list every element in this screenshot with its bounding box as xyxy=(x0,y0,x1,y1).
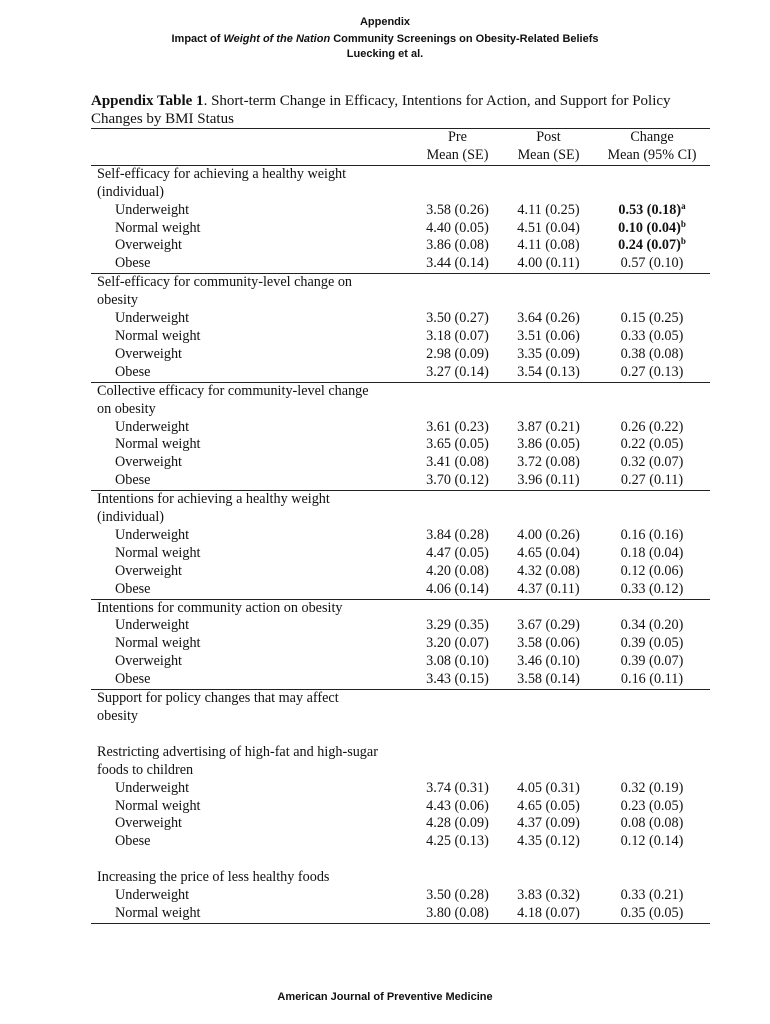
post-value: 4.37 (0.11) xyxy=(517,580,580,597)
table-row xyxy=(91,346,710,364)
post-value: 4.32 (0.08) xyxy=(517,562,580,579)
change-text: 0.26 (0.22) xyxy=(620,418,684,435)
row-label: Underweight xyxy=(115,887,190,904)
table-row xyxy=(91,202,710,220)
significance-marker: a xyxy=(681,200,686,211)
table-row xyxy=(91,436,710,454)
change-value xyxy=(594,255,710,273)
change-text: 0.12 (0.14) xyxy=(620,833,684,850)
row-label: Underweight xyxy=(115,526,190,543)
pre-value: 3.65 (0.05) xyxy=(426,436,489,453)
pre-value: 4.40 (0.05) xyxy=(426,219,489,236)
table-row xyxy=(91,527,710,545)
post-value xyxy=(503,869,594,887)
table-row xyxy=(91,220,710,238)
post-value: 4.00 (0.26) xyxy=(517,526,580,543)
change-text: 0.27 (0.13) xyxy=(620,363,684,380)
section-label: obesity xyxy=(97,292,138,309)
post-value: 3.58 (0.06) xyxy=(517,635,580,652)
section-label: (individual) xyxy=(97,183,164,200)
running-header-article-title xyxy=(0,32,770,46)
table-row xyxy=(91,798,710,816)
table-caption-label: Appendix Table 1 xyxy=(91,93,204,109)
section-label: on obesity xyxy=(97,400,156,417)
change-value xyxy=(594,869,710,887)
post-value xyxy=(503,382,594,400)
post-value: 4.00 (0.11) xyxy=(517,255,580,272)
row-label: Normal weight xyxy=(115,635,201,652)
post-value xyxy=(503,744,594,762)
section-label xyxy=(91,851,412,869)
pre-value xyxy=(412,726,503,744)
pre-value: 2.98 (0.09) xyxy=(426,345,489,362)
change-text: 0.22 (0.05) xyxy=(620,436,684,453)
pre-value: 3.84 (0.28) xyxy=(426,526,489,543)
table-row xyxy=(91,833,710,851)
change-text: 0.15 (0.25) xyxy=(620,310,684,327)
post-value xyxy=(503,292,594,310)
change-value xyxy=(594,509,710,527)
pre-value: 3.74 (0.31) xyxy=(426,779,489,796)
pre-value: 4.25 (0.13) xyxy=(426,833,489,850)
change-text: 0.39 (0.05) xyxy=(620,635,684,652)
table-row xyxy=(91,762,710,780)
pre-value: 4.20 (0.08) xyxy=(426,562,489,579)
row-label: Obese xyxy=(115,363,151,380)
post-value: 3.35 (0.09) xyxy=(517,345,580,362)
change-text: 0.16 (0.16) xyxy=(620,526,684,543)
table-row xyxy=(91,599,710,617)
table-row xyxy=(91,653,710,671)
table-row xyxy=(91,472,710,490)
section-label xyxy=(91,726,412,744)
table-row xyxy=(91,671,710,689)
post-value xyxy=(503,184,594,202)
table-row xyxy=(91,364,710,382)
header-post: Post xyxy=(503,129,594,147)
row-label: Overweight xyxy=(115,345,182,362)
table-row xyxy=(91,744,710,762)
table-row xyxy=(91,780,710,798)
post-value xyxy=(503,690,594,708)
table-row xyxy=(91,292,710,310)
post-value: 3.87 (0.21) xyxy=(517,418,580,435)
change-value xyxy=(594,436,710,454)
pre-value: 3.58 (0.26) xyxy=(426,201,489,218)
post-value: 3.72 (0.08) xyxy=(517,454,580,471)
table-caption-text: . Short-term Change in Efficacy, Intentions for Action, and Support for Policy Changes by BMI Status xyxy=(91,93,671,127)
change-text: 0.32 (0.07) xyxy=(620,454,684,471)
pre-value xyxy=(412,762,503,780)
table-row xyxy=(91,545,710,563)
change-value xyxy=(594,563,710,581)
row-label: Normal weight xyxy=(115,327,201,344)
post-value xyxy=(503,401,594,419)
post-value: 3.86 (0.05) xyxy=(517,436,580,453)
row-label: Overweight xyxy=(115,454,182,471)
row-label: Overweight xyxy=(115,562,182,579)
post-value: 4.11 (0.08) xyxy=(517,237,580,254)
header-title-prefix: Impact of xyxy=(171,33,224,45)
change-value xyxy=(594,690,710,708)
pre-value: 4.43 (0.06) xyxy=(426,797,489,814)
pre-value xyxy=(412,491,503,509)
row-label: Normal weight xyxy=(115,219,201,236)
section-label: Intentions for achieving a healthy weight xyxy=(91,491,412,509)
post-value xyxy=(503,165,594,183)
post-value: 4.11 (0.25) xyxy=(517,201,580,218)
table-row xyxy=(91,869,710,887)
section-label: Restricting advertising of high-fat and high-sugar xyxy=(97,743,378,760)
pre-value: 3.29 (0.35) xyxy=(426,617,489,634)
change-text: 0.12 (0.06) xyxy=(620,562,684,579)
change-value xyxy=(594,545,710,563)
section-label: Self-efficacy for achieving a healthy weight xyxy=(97,165,347,182)
change-value xyxy=(594,726,710,744)
post-value xyxy=(503,491,594,509)
header-pre-sub: Mean (SE) xyxy=(412,147,503,165)
row-label: Normal weight xyxy=(115,797,201,814)
change-text: 0.39 (0.07) xyxy=(620,653,684,670)
row-label: Obese xyxy=(115,255,151,272)
pre-value: 4.06 (0.14) xyxy=(426,580,489,597)
post-value: 4.35 (0.12) xyxy=(517,833,580,850)
header-pre: Pre xyxy=(412,129,503,147)
pre-value xyxy=(412,744,503,762)
change-value xyxy=(594,833,710,851)
table-row xyxy=(91,581,710,599)
post-value xyxy=(503,851,594,869)
change-value xyxy=(594,292,710,310)
pre-value: 3.80 (0.08) xyxy=(412,905,503,923)
change-value xyxy=(594,780,710,798)
table-row xyxy=(91,310,710,328)
table-row xyxy=(91,165,710,183)
post-value: 4.65 (0.05) xyxy=(517,797,580,814)
pre-value: 3.27 (0.14) xyxy=(426,363,489,380)
pre-value: 3.50 (0.28) xyxy=(426,887,489,904)
pre-value: 4.47 (0.05) xyxy=(426,544,489,561)
change-text: 0.34 (0.20) xyxy=(620,617,684,634)
pre-value xyxy=(412,599,503,617)
change-value xyxy=(594,491,710,509)
pre-value xyxy=(412,165,503,183)
change-value xyxy=(594,454,710,472)
header-change-sub: Mean (95% CI) xyxy=(594,147,710,165)
running-header-title: Appendix xyxy=(359,16,411,28)
pre-value xyxy=(412,292,503,310)
change-text: 0.08 (0.08) xyxy=(620,815,684,832)
change-text: 0.32 (0.19) xyxy=(620,779,684,796)
row-label: Underweight xyxy=(115,201,190,218)
pre-value xyxy=(412,708,503,726)
pre-value xyxy=(412,869,503,887)
table-row xyxy=(91,491,710,509)
change-value xyxy=(594,635,710,653)
change-text: 0.24 (0.07) xyxy=(618,237,681,254)
change-value xyxy=(594,617,710,635)
change-value xyxy=(594,599,710,617)
header-blank-cell xyxy=(91,147,412,165)
change-value xyxy=(594,237,710,255)
row-label: Obese xyxy=(115,580,151,597)
section-label: foods to children xyxy=(97,761,194,778)
journal-footer: American Journal of Preventive Medicine xyxy=(277,991,493,1003)
post-value: 4.05 (0.31) xyxy=(517,779,580,796)
post-value: 3.51 (0.06) xyxy=(517,327,580,344)
change-value xyxy=(594,220,710,238)
row-label: Obese xyxy=(115,671,151,688)
table-row xyxy=(91,815,710,833)
post-value: 3.67 (0.29) xyxy=(517,617,580,634)
post-value: 4.37 (0.09) xyxy=(517,815,580,832)
change-value xyxy=(594,851,710,869)
pre-value xyxy=(412,274,503,292)
change-value xyxy=(594,798,710,816)
row-label: Underweight xyxy=(115,418,190,435)
row-label: Underweight xyxy=(115,617,190,634)
table-row xyxy=(91,726,710,744)
section-label: obesity xyxy=(97,708,138,724)
change-value xyxy=(594,581,710,599)
change-value xyxy=(594,202,710,220)
change-value xyxy=(594,184,710,202)
header-title-italic: Weight of the Nation xyxy=(223,33,331,45)
change-text: 0.23 (0.05) xyxy=(620,797,684,814)
row-label: Overweight xyxy=(115,815,182,832)
post-value: 4.51 (0.04) xyxy=(517,219,580,236)
table-row xyxy=(91,454,710,472)
pre-value xyxy=(412,184,503,202)
table-row xyxy=(91,255,710,273)
section-label: (individual) xyxy=(97,509,164,526)
pre-value: 3.43 (0.15) xyxy=(426,671,489,688)
change-value xyxy=(594,671,710,689)
pre-value: 3.41 (0.08) xyxy=(426,454,489,471)
table-row xyxy=(91,708,710,726)
change-value xyxy=(594,401,710,419)
table-row xyxy=(91,617,710,635)
change-value xyxy=(594,364,710,382)
significance-marker: b xyxy=(680,236,686,247)
row-label: Overweight xyxy=(115,237,182,254)
change-value xyxy=(594,274,710,292)
change-text: 0.16 (0.11) xyxy=(620,671,684,688)
pre-value: 3.18 (0.07) xyxy=(426,327,489,344)
table-row xyxy=(91,274,710,292)
change-text: 0.53 (0.18) xyxy=(618,201,682,218)
post-value xyxy=(503,762,594,780)
change-value xyxy=(594,346,710,364)
section-label: Self-efficacy for community-level change on xyxy=(91,274,412,292)
header-change: Change xyxy=(594,129,710,147)
row-label: Normal weight xyxy=(115,436,201,453)
pre-value: 3.86 (0.08) xyxy=(426,237,489,254)
change-text: 0.35 (0.05) xyxy=(620,904,684,921)
section-label: Increasing the price of less healthy foods xyxy=(97,869,330,886)
change-value xyxy=(594,328,710,346)
pre-value: 4.28 (0.09) xyxy=(426,815,489,832)
table-row xyxy=(91,887,710,905)
table-body xyxy=(91,165,710,923)
pre-value: 3.20 (0.07) xyxy=(426,635,489,652)
change-value xyxy=(594,887,710,905)
significance-marker: b xyxy=(680,218,686,229)
post-value xyxy=(503,599,594,617)
row-label: Underweight xyxy=(115,779,190,796)
change-text: 0.33 (0.12) xyxy=(620,580,684,597)
change-text: 0.33 (0.05) xyxy=(620,327,684,344)
post-value xyxy=(503,274,594,292)
change-value xyxy=(594,527,710,545)
table-row xyxy=(91,563,710,581)
pre-value xyxy=(412,401,503,419)
table-row xyxy=(91,509,710,527)
post-value: 3.54 (0.13) xyxy=(517,363,580,380)
table-caption xyxy=(91,92,691,128)
table-row xyxy=(91,184,710,202)
table-header-row xyxy=(91,147,710,165)
table-row xyxy=(91,905,710,923)
change-text: 0.10 (0.04) xyxy=(618,219,681,236)
post-value xyxy=(503,509,594,527)
table-row xyxy=(91,635,710,653)
change-text: 0.38 (0.08) xyxy=(620,345,684,362)
table-header-row xyxy=(91,129,710,147)
change-value xyxy=(594,382,710,400)
post-value: 4.65 (0.04) xyxy=(517,544,580,561)
change-value xyxy=(594,165,710,183)
post-value xyxy=(503,726,594,744)
header-title-suffix: Community Screenings on Obesity-Related Beliefs xyxy=(330,33,599,45)
change-value xyxy=(594,744,710,762)
change-value xyxy=(594,472,710,490)
table-row xyxy=(91,851,710,869)
pre-value xyxy=(412,382,503,400)
change-text: 0.27 (0.11) xyxy=(620,472,684,489)
pre-value: 3.70 (0.12) xyxy=(426,472,489,489)
table-row xyxy=(91,690,710,708)
pre-value: 3.50 (0.27) xyxy=(426,310,489,327)
change-value xyxy=(594,310,710,328)
change-text: 0.33 (0.21) xyxy=(620,887,684,904)
change-value xyxy=(594,708,710,726)
table-row xyxy=(91,401,710,419)
row-label: Normal weight xyxy=(91,905,412,923)
pre-value xyxy=(412,690,503,708)
header-blank-cell xyxy=(91,129,412,147)
change-value xyxy=(594,762,710,780)
table-row xyxy=(91,237,710,255)
pre-value xyxy=(412,509,503,527)
section-label: Collective efficacy for community-level change xyxy=(91,382,412,400)
header-post-sub: Mean (SE) xyxy=(503,147,594,165)
section-label: Support for policy changes that may affect xyxy=(91,690,412,708)
post-value: 3.64 (0.26) xyxy=(517,310,580,327)
section-label: Intentions for community action on obesity xyxy=(91,599,412,617)
pre-value xyxy=(412,851,503,869)
pre-value: 3.08 (0.10) xyxy=(426,653,489,670)
post-value xyxy=(503,708,594,726)
change-value xyxy=(594,815,710,833)
table-row xyxy=(91,328,710,346)
change-text: 0.57 (0.10) xyxy=(620,255,684,272)
post-value: 3.58 (0.14) xyxy=(517,671,580,688)
running-header-authors: Luecking et al. xyxy=(346,48,424,60)
pre-value: 3.44 (0.14) xyxy=(426,255,489,272)
change-text: 0.18 (0.04) xyxy=(620,544,684,561)
table-row xyxy=(91,382,710,400)
pre-value: 3.61 (0.23) xyxy=(426,418,489,435)
post-value: 4.18 (0.07) xyxy=(503,905,594,923)
row-label: Underweight xyxy=(115,310,190,327)
change-value xyxy=(594,653,710,671)
row-label: Normal weight xyxy=(115,544,201,561)
post-value: 3.83 (0.32) xyxy=(517,887,580,904)
change-value xyxy=(594,905,710,923)
table-row xyxy=(91,419,710,437)
row-label: Overweight xyxy=(115,653,182,670)
row-label: Obese xyxy=(115,833,151,850)
post-value: 3.46 (0.10) xyxy=(517,653,580,670)
row-label: Obese xyxy=(115,472,151,489)
change-value xyxy=(594,419,710,437)
appendix-table xyxy=(91,128,710,924)
post-value: 3.96 (0.11) xyxy=(517,472,580,489)
